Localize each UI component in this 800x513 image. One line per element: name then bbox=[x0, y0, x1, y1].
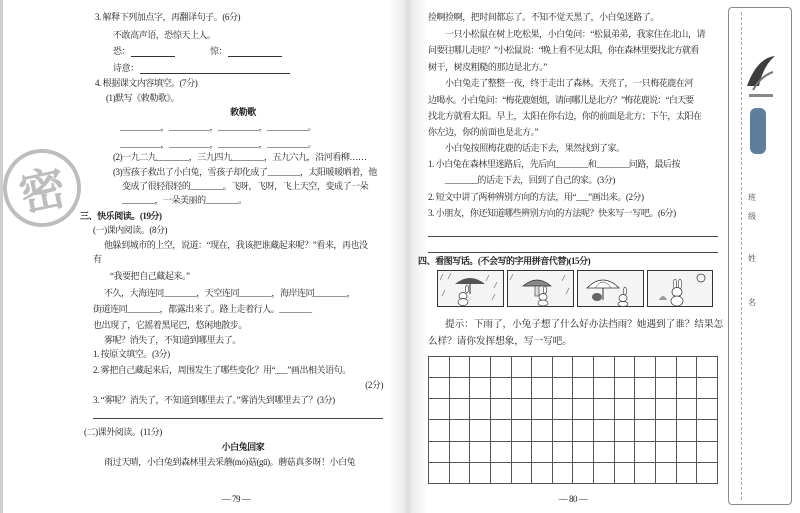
grid-cell[interactable] bbox=[656, 442, 677, 463]
comic-strip bbox=[437, 270, 713, 308]
rabbit-head bbox=[619, 295, 627, 302]
story-line: 你左边，你的前面也是北方。” bbox=[428, 127, 539, 137]
comic-panel-4 bbox=[648, 271, 713, 307]
story-line: 雨过天晴，小白兔到森林里去采蘑(mó)菇(gū)。蘑菇真多呀！小白兔 bbox=[104, 457, 356, 467]
grid-cell[interactable] bbox=[656, 378, 677, 399]
grid-cell[interactable] bbox=[470, 442, 491, 463]
section-reading-title: 三、快乐阅读。(19分) bbox=[80, 211, 162, 221]
grid-cell[interactable] bbox=[635, 442, 656, 463]
shiyi-label: 诗意： bbox=[113, 63, 139, 73]
answer-line[interactable] bbox=[428, 236, 718, 237]
writing-hint: 么样？请你发挥想象，写一写吧。 bbox=[428, 336, 572, 347]
grid-cell[interactable] bbox=[532, 463, 553, 484]
rabbit-body bbox=[671, 296, 683, 306]
rabbit-body bbox=[458, 299, 468, 306]
rabbit-head bbox=[672, 288, 682, 297]
grid-cell[interactable] bbox=[594, 357, 615, 378]
q4-sub3-line: (3)雪孩子救出了小白兔，雪孩子却化成了________，太阳暖暖晒着，他 bbox=[113, 167, 377, 177]
reading-q2-score: (2分) bbox=[365, 380, 383, 390]
grid-cell[interactable] bbox=[491, 357, 512, 378]
series-badge bbox=[750, 108, 766, 154]
grid-cell[interactable] bbox=[697, 357, 718, 378]
grid-cell[interactable] bbox=[635, 463, 656, 484]
poem-blank-row[interactable]: __________，__________，__________，__________。 bbox=[120, 139, 317, 149]
grid-cell[interactable] bbox=[615, 378, 636, 399]
poem-blank-row[interactable]: __________，__________，__________，__________。 bbox=[120, 122, 317, 132]
grid-cell[interactable] bbox=[491, 399, 512, 420]
strip-label: 级 bbox=[748, 212, 756, 221]
mushroom-stem bbox=[535, 286, 539, 296]
grid-cell[interactable] bbox=[553, 442, 574, 463]
grid-cell[interactable] bbox=[677, 463, 698, 484]
story-q2: 2. 短文中讲了两种辨别方向的方法，用“___”画出来。(2分) bbox=[428, 192, 644, 202]
grid-cell[interactable] bbox=[532, 442, 553, 463]
friend-animal-head bbox=[592, 293, 602, 301]
grid-cell[interactable] bbox=[532, 357, 553, 378]
grid-cell[interactable] bbox=[594, 420, 615, 441]
grid-cell[interactable] bbox=[429, 442, 450, 463]
panel-frame bbox=[578, 271, 644, 307]
grid-cell[interactable] bbox=[450, 399, 471, 420]
writing-hint: 提示：下雨了，小兔子想了什么好办法挡雨？她遇到了谁？结果怎 bbox=[445, 319, 724, 330]
passage-line: 雾呢？消失了，不知道到哪里去了。 bbox=[104, 335, 241, 345]
passage-line: 也出现了，它摇着黑尾巴，悠闲地散步。 bbox=[93, 320, 247, 330]
logo-bar bbox=[749, 94, 773, 97]
seal-line bbox=[741, 12, 742, 500]
section-writing-title: 四、看图写话。(不会写的字用拼音代替)(15分) bbox=[418, 256, 591, 266]
story-line: 找北方就看太阳。早上，太阳在你右边，你的前面是北方；下午，太阳在 bbox=[428, 111, 702, 121]
grid-cell[interactable] bbox=[697, 420, 718, 441]
strip-label: 姓 bbox=[748, 254, 756, 263]
grid-cell[interactable] bbox=[470, 357, 491, 378]
q4-sub3-line: 变成了很轻很轻的________。飞呀，飞呀，飞上天空，变成了一朵 bbox=[122, 181, 369, 191]
story-line: 边喝水。小白兔问：“梅花鹿姐姐，请问哪儿是北方？”梅花鹿说：“白天要 bbox=[428, 95, 694, 105]
kong-answer-blank[interactable] bbox=[131, 56, 175, 57]
page-number: — 80 — bbox=[558, 494, 588, 504]
part2-title: (二)课外阅读。(11分) bbox=[84, 427, 162, 437]
grid-cell[interactable] bbox=[429, 357, 450, 378]
grid-cell[interactable] bbox=[615, 442, 636, 463]
writing-grid[interactable] bbox=[428, 356, 718, 484]
story-line: 树干，树皮粗糙的那边是北方。” bbox=[428, 62, 547, 72]
grid-cell[interactable] bbox=[594, 463, 615, 484]
grid-cell[interactable] bbox=[656, 357, 677, 378]
grid-cell[interactable] bbox=[615, 399, 636, 420]
reading-q1: 1. 按原文填空。(3分) bbox=[93, 349, 170, 359]
grid-cell[interactable] bbox=[697, 463, 718, 484]
scan-left-edge bbox=[0, 0, 3, 513]
reading-q3: 3. “雾呢？消失了，不知道到哪里去了。”雾消失到哪里去了？(3分) bbox=[93, 395, 335, 405]
shiyi-answer-blank[interactable] bbox=[140, 73, 290, 74]
comic-panel-3 bbox=[578, 271, 644, 307]
story-line: 一只小松鼠在树上吃松果，小白兔问：“松鼠弟弟，我家住在北山，请 bbox=[445, 29, 706, 39]
jing-answer-blank[interactable] bbox=[228, 56, 282, 57]
rabbit-ear bbox=[544, 286, 547, 294]
kong-label: 恐： bbox=[113, 46, 131, 56]
grid-cell[interactable] bbox=[491, 442, 512, 463]
q3-title: 3. 解释下列加点字，再翻译句子。(6分) bbox=[95, 12, 241, 22]
story-title: 小白兔回家 bbox=[221, 442, 265, 452]
grid-cell[interactable] bbox=[512, 463, 533, 484]
grid-cell[interactable] bbox=[635, 357, 656, 378]
secret-stamp: 密 bbox=[0, 142, 88, 235]
story-line: 问要往哪儿走哇？”小松鼠说：“晚上看不见太阳，你在森林里要找北方就看 bbox=[428, 45, 699, 55]
q4-title: 4. 根据课文内容填空。(7分) bbox=[95, 78, 198, 88]
grid-cell[interactable] bbox=[656, 420, 677, 441]
answer-line[interactable] bbox=[93, 418, 383, 419]
grid-cell[interactable] bbox=[677, 399, 698, 420]
passage-line: 有 bbox=[93, 254, 102, 264]
grid-cell[interactable] bbox=[470, 420, 491, 441]
story-line: 捡啊捡啊，把时间都忘了。不知不觉天黑了，小白兔迷路了。 bbox=[428, 12, 659, 22]
part1-title: (一)课内阅读。(8分) bbox=[93, 225, 168, 235]
reading-q2: 2. 雾把自己藏起来后，周围发生了哪些变化？用“___”画出相关语句。 bbox=[93, 365, 351, 375]
grid-cell[interactable] bbox=[677, 442, 698, 463]
grid-cell[interactable] bbox=[470, 399, 491, 420]
q4-sub2: (2)一九二九________，三九四九________，五九六九，沿河看柳…… bbox=[113, 152, 367, 162]
grid-cell[interactable] bbox=[594, 399, 615, 420]
grid-cell[interactable] bbox=[450, 378, 471, 399]
q4-sub1: (1)默写《敕勒歌》。 bbox=[106, 93, 180, 103]
logo-swoosh bbox=[747, 56, 775, 86]
grid-cell[interactable] bbox=[677, 378, 698, 399]
strip-label: 名 bbox=[748, 298, 756, 307]
rabbit-body bbox=[538, 300, 548, 306]
rabbit-ear bbox=[466, 285, 469, 293]
grid-cell[interactable] bbox=[470, 378, 491, 399]
comic-panel-1 bbox=[438, 271, 504, 307]
grid-cell[interactable] bbox=[532, 378, 553, 399]
grid-cell[interactable] bbox=[656, 463, 677, 484]
grid-cell[interactable] bbox=[553, 357, 574, 378]
grid-cell[interactable] bbox=[697, 442, 718, 463]
grid-cell[interactable] bbox=[532, 420, 553, 441]
story-line: 小白兔走了整整一夜，终于走出了森林。天亮了，一只梅花鹿在河 bbox=[445, 78, 693, 88]
story-q1: 1. 小白兔在森林里迷路后，先后向________和________问路，最后按 bbox=[428, 159, 681, 169]
rabbit-ear bbox=[624, 287, 627, 295]
passage-line: 街道连同________，都露出来了。路上走着行人。________ bbox=[93, 304, 312, 314]
grid-cell[interactable] bbox=[635, 399, 656, 420]
grid-cell[interactable] bbox=[491, 378, 512, 399]
grid-cell[interactable] bbox=[450, 420, 471, 441]
grid-cell[interactable] bbox=[512, 420, 533, 441]
grid-cell[interactable] bbox=[450, 463, 471, 484]
passage-line: “我要把自己藏起来。” bbox=[110, 271, 190, 281]
grid-cell[interactable] bbox=[512, 442, 533, 463]
rabbit-head bbox=[539, 294, 547, 301]
grid-cell[interactable] bbox=[697, 399, 718, 420]
grid-cell[interactable] bbox=[573, 357, 594, 378]
grid-cell[interactable] bbox=[573, 420, 594, 441]
story-q1-cont: ________的话走下去，回到了自己的家。(3分) bbox=[445, 175, 615, 185]
grid-cell[interactable] bbox=[594, 442, 615, 463]
jing-label: 惊： bbox=[210, 46, 228, 56]
grid-cell[interactable] bbox=[429, 463, 450, 484]
passage-line: 他躲到城市的上空，说道：“现在，我该把谁藏起来呢？”看来，再也没 bbox=[104, 240, 368, 250]
story-q3: 3. 小朋友，你还知道哪些辨别方向的方法呢？快来写一写吧。(6分) bbox=[428, 208, 676, 218]
grid-cell[interactable] bbox=[573, 399, 594, 420]
grid-cell[interactable] bbox=[594, 378, 615, 399]
comic-panel-2 bbox=[508, 271, 574, 307]
grid-cell[interactable] bbox=[656, 399, 677, 420]
grid-cell[interactable] bbox=[553, 463, 574, 484]
grid-cell[interactable] bbox=[573, 463, 594, 484]
grid-cell[interactable] bbox=[553, 399, 574, 420]
poem-sentence: 不敢高声语，恐惊天上人。 bbox=[113, 30, 216, 40]
poem-title: 敕勒歌 bbox=[230, 107, 256, 117]
grid-cell[interactable] bbox=[532, 399, 553, 420]
grid-cell[interactable] bbox=[573, 442, 594, 463]
q4-sub3-line: ________，一朵美丽的________。 bbox=[122, 195, 247, 205]
grid-cell[interactable] bbox=[635, 420, 656, 441]
answer-line[interactable] bbox=[428, 252, 718, 253]
grid-cell[interactable] bbox=[450, 442, 471, 463]
grid-cell[interactable] bbox=[429, 420, 450, 441]
page-number: — 79 — bbox=[221, 494, 251, 504]
grid-cell[interactable] bbox=[429, 399, 450, 420]
grid-cell[interactable] bbox=[470, 463, 491, 484]
grid-cell[interactable] bbox=[615, 357, 636, 378]
grid-cell[interactable] bbox=[450, 357, 471, 378]
rabbit-body bbox=[618, 302, 628, 307]
grid-cell[interactable] bbox=[615, 463, 636, 484]
grid-cell[interactable] bbox=[635, 378, 656, 399]
grid-cell[interactable] bbox=[677, 420, 698, 441]
grid-cell[interactable] bbox=[491, 463, 512, 484]
grid-cell[interactable] bbox=[697, 378, 718, 399]
grid-cell[interactable] bbox=[512, 357, 533, 378]
grid-cell[interactable] bbox=[553, 378, 574, 399]
grid-cell[interactable] bbox=[429, 378, 450, 399]
publisher-logo bbox=[743, 52, 779, 102]
grid-cell[interactable] bbox=[553, 420, 574, 441]
grid-cell[interactable] bbox=[512, 378, 533, 399]
grid-cell[interactable] bbox=[677, 357, 698, 378]
story-line: 小白兔按照梅花鹿的话走下去，果然找到了家。 bbox=[445, 143, 625, 153]
grid-cell[interactable] bbox=[615, 420, 636, 441]
grid-cell[interactable] bbox=[573, 378, 594, 399]
grid-cell[interactable] bbox=[512, 399, 533, 420]
strip-label: 班 bbox=[748, 193, 756, 202]
grid-cell[interactable] bbox=[491, 420, 512, 441]
passage-line: 不久，大海连同________，天空连同________，海岸连同________， bbox=[104, 288, 356, 298]
